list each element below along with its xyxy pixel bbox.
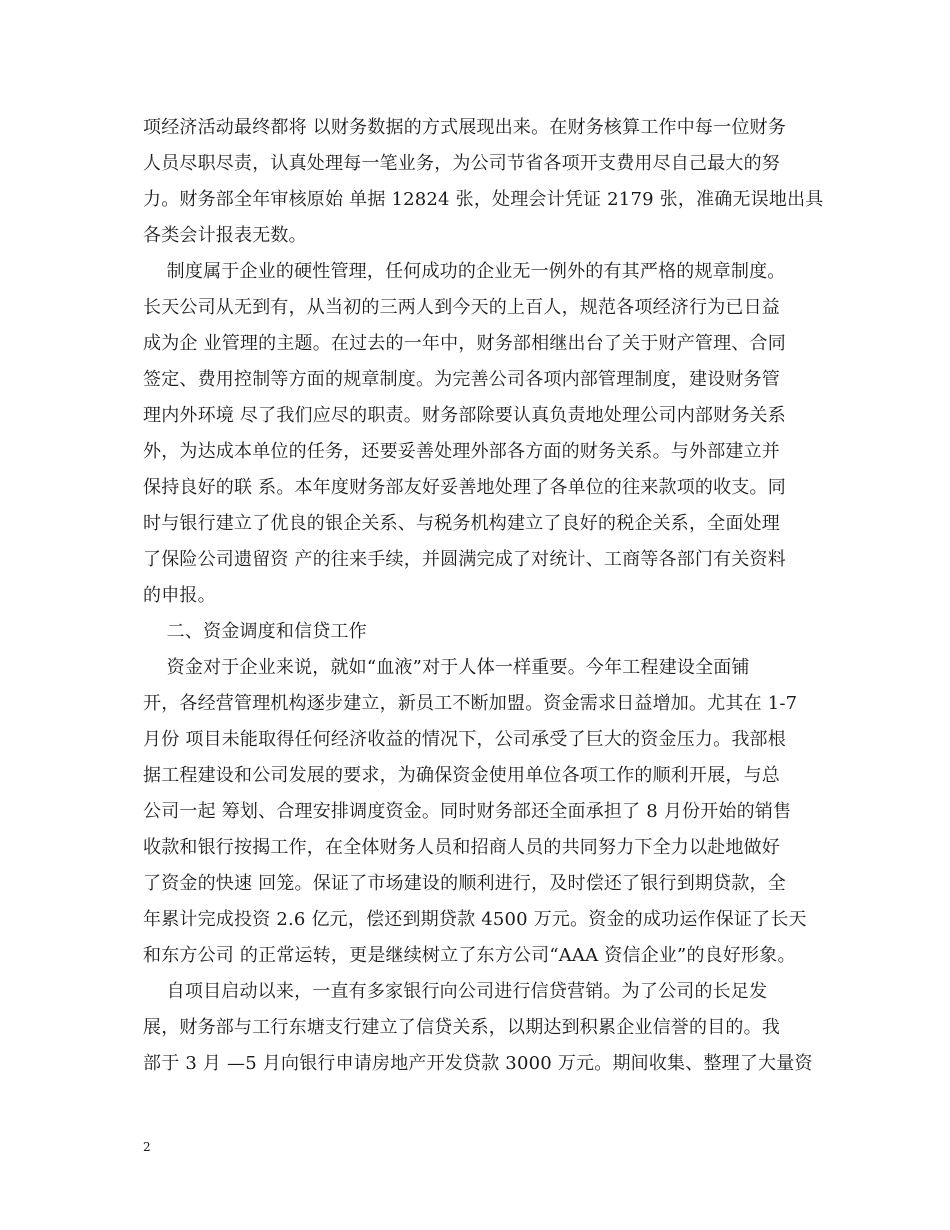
text-line: 各类会计报表无数。 — [143, 225, 307, 246]
text-line: 保持良好的联 系。本年度财务部友好妥善地处理了各单位的往来款项的收支。同 — [143, 477, 786, 498]
text-line: 理内外环境 尽了我们应尽的职责。财务部除要认真负责地处理公司内部财务关系 — [143, 405, 786, 426]
text-line: 外，为达成本单位的任务，还要妥善处理外部各方面的财务关系。与外部建立并 — [143, 441, 780, 462]
text-line: 展，财务部与工行东塘支行建立了信贷关系，以期达到积累企业信誉的目的。我 — [143, 1017, 780, 1038]
text-line: 资金对于企业来说，就如“血液”对于人体一样重要。今年工程建设全面铺 — [143, 657, 750, 678]
text-line: 签定、费用控制等方面的规章制度。为完善公司各项内部管理制度，建设财务管 — [143, 369, 780, 390]
text-line: 了资金的快速 回笼。保证了市场建设的顺利进行，及时偿还了银行到期贷款，全 — [143, 873, 786, 894]
text-line: 时与银行建立了优良的银企关系、与税务机构建立了良好的税企关系，全面处理 — [143, 513, 780, 534]
text-line: 力。财务部全年审核原始 单据 12824 张，处理会计凭证 2179 张，准确无误地出具 — [143, 189, 824, 210]
text-line: 和东方公司 的正常运转，更是继续树立了东方公司“AAA 资信企业”的良好形象。 — [143, 945, 796, 966]
text-line: 年累计完成投资 2.6 亿元，偿还到期贷款 4500 万元。资金的成功运作保证了长天 — [143, 909, 807, 930]
text-line: 成为企 业管理的主题。在过去的一年中，财务部相继出台了关于财产管理、合同 — [143, 333, 786, 354]
text-line: 的申报。 — [143, 585, 216, 606]
text-line: 据工程建设和公司发展的要求，为确保资金使用单位各项工作的顺利开展，与总 — [143, 765, 780, 786]
page-number: 2 — [143, 1140, 151, 1154]
text-line: 项经济活动最终都将 以财务数据的方式展现出来。在财务核算工作中每一位财务 — [143, 117, 786, 138]
text-line: 月份 项目未能取得任何经济收益的情况下，公司承受了巨大的资金压力。我部根 — [143, 729, 786, 750]
text-line: 部于 3 月 —5 月向银行申请房地产开发贷款 3000 万元。期间收集、整理了大量资 — [143, 1053, 813, 1074]
text-line: 自项目启动以来，一直有多家银行向公司进行信贷营销。为了公司的长足发 — [143, 981, 768, 1002]
text-line: 了保险公司遗留资 产的往来手续，并圆满完成了对统计、工商等各部门有关资料 — [143, 549, 786, 570]
text-line: 人员尽职尽责，认真处理每一笔业务，为公司节省各项开支费用尽自己最大的努 — [143, 153, 780, 174]
text-line: 公司一起 筹划、合理安排调度资金。同时财务部还全面承担了 8 月份开始的销售 — [143, 801, 792, 822]
text-line: 开，各经营管理机构逐步建立，新员工不断加盟。资金需求日益增加。尤其在 1-7 — [143, 693, 798, 714]
text-line: 制度属于企业的硬性管理，任何成功的企业无一例外的有其严格的规章制度。 — [143, 261, 786, 282]
text-line: 收款和银行按揭工作，在全体财务人员和招商人员的共同努力下全力以赴地做好 — [143, 837, 780, 858]
section-heading: 二、资金调度和信贷工作 — [143, 621, 367, 642]
text-line: 长天公司从无到有，从当初的三两人到今天的上百人，规范各项经济行为已日益 — [143, 297, 780, 318]
